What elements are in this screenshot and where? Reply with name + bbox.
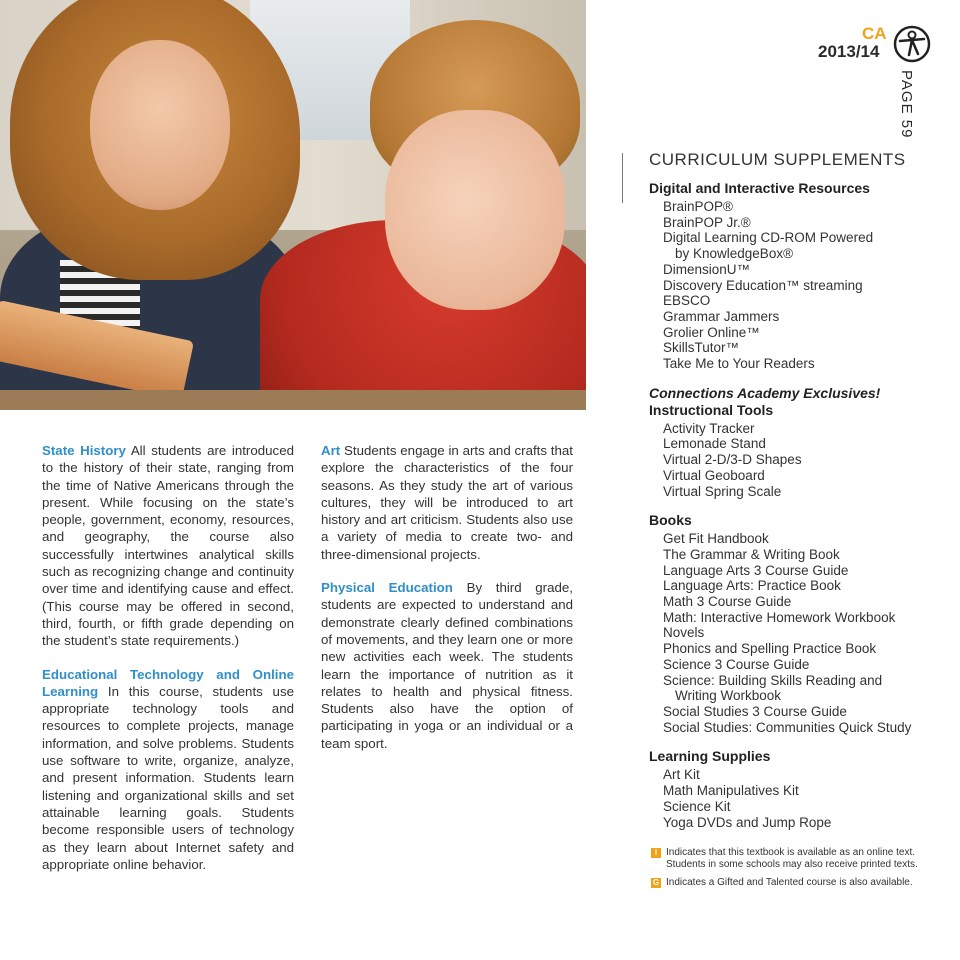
list-item: SkillsTutor™ [663,340,740,356]
page-number: PAGE 59 [898,70,915,139]
list-item: Virtual Spring Scale [663,483,782,499]
learning-supplies-list [663,767,949,830]
list-item: BrainPOP® [663,199,733,214]
list-item: Phonics and Spelling Practice Book [663,641,877,657]
course-state-history: State History All students are introduced to the history of their state, ranging from the time of Native Americans through the present. While focusing on the state’s people, government, economy, resources, and geography, the course also successfully intertwines analytical skills such as recognizing change and continuity over time and identifying cause and effect. (This course may be offered in second, third, fourth, or fifth grade depending on the student’s state requirements.) [42,443,294,649]
list-item: DimensionU™ [663,261,751,277]
course-heading: Art [321,443,341,458]
hero-photo [0,0,586,410]
list-item: Activity Tracker [663,420,755,436]
list-item: EBSCO [663,293,711,309]
list-item: Math Manipulatives Kit [663,783,799,799]
group-title: Connections Academy Exclusives! [649,384,881,401]
state-badge: CA [862,24,887,43]
course-ed-tech: Educational Technology and Online Learning In this course, students use appropriate technology tools and resources to complete projects, manage information, and solve problems. Students use software to write, organize, analyze, and present information. Students learn listening and organizational skills and set attainable learning goals. Students become responsible users of technology as they learn about Internet safety and appropriate online behavior. [42,666,294,872]
note-gifted: G Indicates a Gifted and Talented course is also available. [652,877,913,888]
group-title: Books [649,512,692,529]
digital-resources-list [663,199,949,372]
info-icon: i [651,848,661,858]
list-item: Language Arts: Practice Book [663,578,841,594]
list-item: Science: Building Skills Reading and [663,672,883,688]
books-list [663,531,949,735]
list-item: Get Fit Handbook [663,531,769,547]
list-item: Science Kit [663,798,731,814]
list-item: by KnowledgeBox® [675,246,794,262]
list-item: Grolier Online™ [663,324,760,340]
body-column-right [321,442,573,768]
course-heading: Physical Education [321,580,453,596]
list-item: Take Me to Your Readers [663,356,815,372]
list-item: Math 3 Course Guide [663,594,792,610]
list-item: Language Arts 3 Course Guide [663,562,849,578]
list-item: Novels [663,625,705,641]
list-item: Discovery Education™ streaming [663,277,863,293]
course-art: Art Students engage in arts and crafts that explore the characteristics of the four seasons. As they study the art of various cultures, they will be introduced to art history and art criticism. Students also use a variety of media to create two- and three-dimensional projects. [321,443,573,562]
list-item: Lemonade Stand [663,436,766,452]
list-item: Art Kit [663,767,700,783]
instructional-tools-list [663,421,949,500]
group-title: Digital and Interactive Resources [649,180,870,196]
curriculum-supplements [649,150,949,843]
list-item: Digital Learning CD-ROM Powered [663,230,874,246]
list-item: Science 3 Course Guide [663,656,810,672]
list-item: Virtual 2-D/3-D Shapes [663,452,802,468]
gifted-icon: G [652,878,660,887]
school-year: 2013/14 [818,42,880,61]
body-column-left [42,442,294,889]
connections-logo-icon [892,24,932,64]
course-heading: Educational Technology and Online Learning [42,666,294,699]
course-pe: Physical Education By third grade, students are expected to understand and demonstrate clearly defined combinations of movements, and they learn one or more new activities each week. The students learn the importance of nutrition as it relates to health and physical fitness. Students also have the option of participating in yoga or an individual or a team sport. [321,580,573,751]
list-item: Grammar Jammers [663,308,780,324]
legend-notes [651,847,951,896]
list-item: Virtual Geoboard [663,467,765,483]
list-item: BrainPOP Jr.® [663,214,751,230]
list-item: Math: Interactive Homework Workbook [663,609,896,625]
list-item: Writing Workbook [675,688,782,704]
group-title: Learning Supplies [649,748,771,765]
list-item: Social Studies: Communities Quick Study [663,719,912,735]
course-heading: State History [42,443,126,458]
list-item: Social Studies 3 Course Guide [663,703,847,719]
section-title: CURRICULUM SUPPLEMENTS [649,150,906,169]
list-item: Yoga DVDs and Jump Rope [663,814,832,830]
list-item: The Grammar & Writing Book [663,546,840,562]
group-subtitle: Instructional Tools [649,401,774,418]
divider [622,153,623,203]
note-online-text: i Indicates that this textbook is available as an online text. Students in some schools may also receive printed texts. [651,847,951,870]
